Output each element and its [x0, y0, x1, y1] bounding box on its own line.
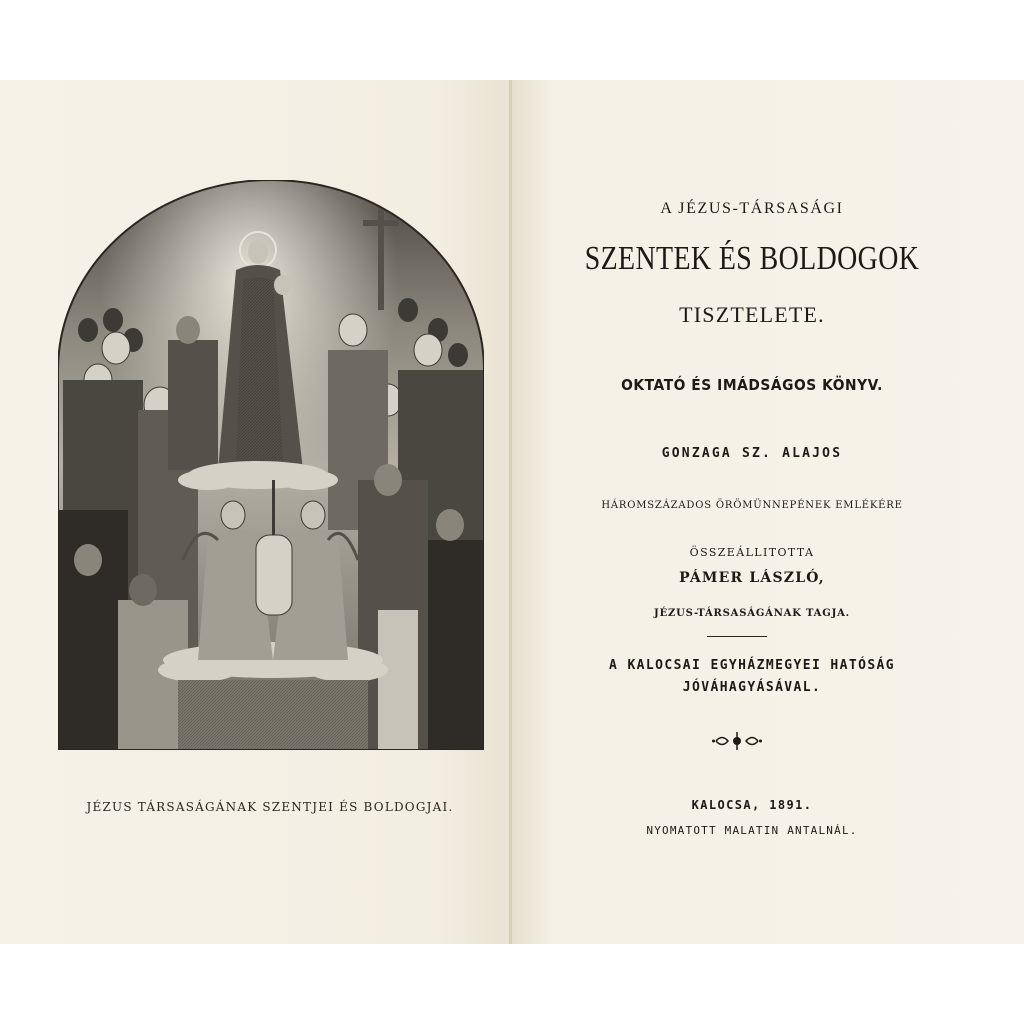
author-name: PÁMER LÁSZLÓ,: [679, 570, 825, 586]
title-line-3: TISZTELETE.: [679, 302, 825, 327]
approval-line-2: JÓVÁHAGYÁSÁVAL.: [682, 680, 822, 695]
frontispiece-page: [0, 80, 512, 944]
dedication-occasion: HÁROMSZÁZADOS ÖRÖMÜNNEPÉNEK EMLÉKÉRE: [601, 500, 903, 511]
author-role: JÉZUS-TÁRSASÁGÁNAK TAGJA.: [654, 608, 850, 619]
printer-ornament-icon: [712, 730, 762, 752]
compiled-by-label: ÖSSZEÁLLITOTTA: [689, 546, 815, 559]
frontispiece-engraving: [58, 180, 484, 750]
title-line-1: A JÉZUS-TÁRSASÁGI: [660, 200, 844, 217]
subtitle: OKTATÓ ÉS IMÁDSÁGOS KÖNYV.: [621, 376, 883, 394]
title-line-2: SZENTEK ÉS BOLDOGOK: [584, 240, 920, 277]
imprint-printer: NYOMATOTT MALATIN ANTALNÁL.: [646, 824, 858, 837]
imprint-place-date: KALOCSA, 1891.: [691, 798, 813, 812]
approval-line-1: A KALOCSAI EGYHÁZMEGYEI HATÓSÁG: [608, 658, 896, 673]
frontispiece-caption: JÉZUS TÁRSASÁGÁNAK SZENTJEI ÉS BOLDOGJAI.: [86, 800, 454, 814]
divider-rule: [707, 636, 767, 637]
dedication-name: GONZAGA SZ. ALAJOS: [661, 446, 843, 461]
